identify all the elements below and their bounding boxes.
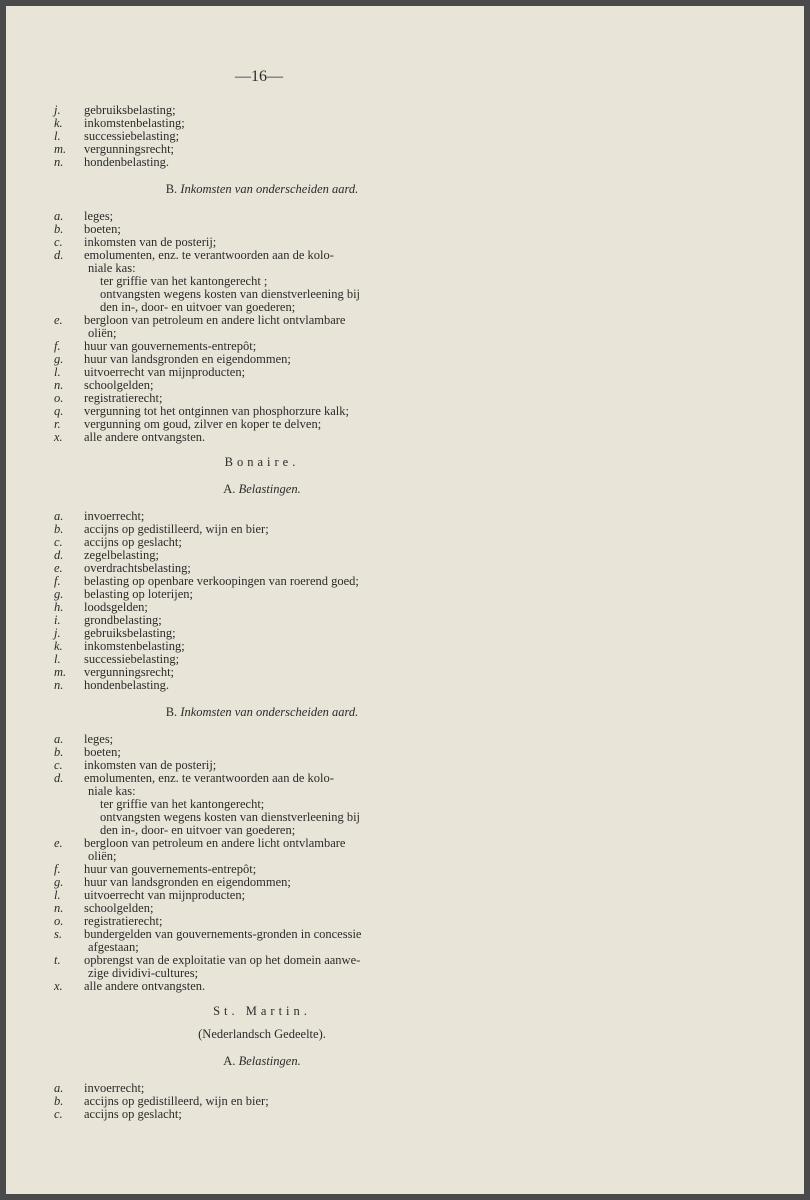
item-label: m.: [54, 142, 67, 156]
item-label: a.: [54, 1081, 64, 1095]
item-label: l.: [54, 888, 61, 902]
item-label: c.: [54, 758, 63, 772]
item-label: q.: [54, 404, 64, 418]
item-label: t.: [54, 953, 61, 967]
item-text: afgestaan;: [88, 940, 139, 954]
item-text: huur van landsgronden en eigendommen;: [84, 352, 291, 366]
item-text: schoolgelden;: [84, 901, 154, 915]
list-item: [54, 1108, 444, 1121]
item-label: l.: [54, 365, 61, 379]
item-text: uitvoerrecht van mijnproducten;: [84, 365, 246, 379]
item-text: emolumenten, enz. te verantwoorden aan de kolo-: [84, 771, 334, 785]
list-item: [54, 980, 444, 993]
item-text: loodsgelden;: [84, 600, 148, 614]
item-text: huur van landsgronden en eigendommen;: [84, 875, 291, 889]
item-label: n.: [54, 155, 64, 169]
item-text: gebruiksbelasting;: [84, 626, 176, 640]
page-content: [54, 104, 444, 1121]
item-text: bergloon van petroleum en andere licht ontvlambare: [84, 836, 346, 850]
item-text: vergunningsrecht;: [84, 665, 175, 679]
item-text: accijns op geslacht;: [84, 535, 182, 549]
item-text: bundergelden van gouvernements-gronden in concessie: [84, 927, 362, 941]
item-text: uitvoerrecht van mijnproducten;: [84, 888, 246, 902]
item-label: c.: [54, 235, 63, 249]
item-text: accijns op geslacht;: [84, 1107, 182, 1121]
item-text: gebruiksbelasting;: [84, 103, 176, 117]
item-text: belasting op openbare verkoopingen van roerend goed;: [84, 574, 359, 588]
item-label: l.: [54, 129, 61, 143]
item-text: den in-, door- en uitvoer van goederen;: [100, 823, 296, 837]
item-text: registratierecht;: [84, 391, 163, 405]
item-text: hondenbelasting.: [84, 155, 170, 169]
item-label: k.: [54, 639, 63, 653]
item-label: a.: [54, 209, 64, 223]
item-label: d.: [54, 548, 64, 562]
section-heading: B. Inkomsten van onderscheiden aard.: [165, 182, 359, 196]
item-label: g.: [54, 875, 64, 889]
item-text: leges;: [84, 732, 114, 746]
item-text: inkomsten van de posterij;: [84, 758, 217, 772]
item-text: bergloon van petroleum en andere licht ontvlambare: [84, 313, 346, 327]
item-label: b.: [54, 745, 64, 759]
item-text: registratierecht;: [84, 914, 163, 928]
item-label: f.: [54, 862, 61, 876]
item-label: i.: [54, 613, 61, 627]
item-text: belasting op loterijen;: [84, 587, 194, 601]
item-text: inkomsten van de posterij;: [84, 235, 217, 249]
item-label: j.: [54, 626, 61, 640]
item-text: vergunning tot het ontginnen van phosphorzure kalk;: [84, 404, 349, 418]
item-label: n.: [54, 678, 64, 692]
item-text: opbrengst van de exploitatie van op het domein aanwe-: [84, 953, 361, 967]
item-text: accijns op gedistilleerd, wijn en bier;: [84, 522, 269, 536]
item-text: vergunning om goud, zilver en koper te delven;: [84, 417, 322, 431]
item-label: h.: [54, 600, 64, 614]
item-text: ontvangsten wegens kosten van dienstverleening bij: [100, 810, 361, 824]
item-text: invoerrecht;: [84, 509, 145, 523]
item-text: huur van gouvernements-entrepôt;: [84, 862, 257, 876]
item-text: huur van gouvernements-entrepôt;: [84, 339, 257, 353]
item-text: oliën;: [88, 849, 117, 863]
item-label: r.: [54, 417, 61, 431]
page-number: —16—: [235, 68, 283, 85]
item-text: alle andere ontvangsten.: [84, 979, 206, 993]
item-label: b.: [54, 222, 64, 236]
item-text: schoolgelden;: [84, 378, 154, 392]
item-label: e.: [54, 313, 63, 327]
item-text: zegelbelasting;: [84, 548, 159, 562]
section-heading: B. Inkomsten van onderscheiden aard.: [165, 705, 359, 719]
item-label: d.: [54, 248, 64, 262]
item-text: hondenbelasting.: [84, 678, 170, 692]
item-label: g.: [54, 352, 64, 366]
item-label: k.: [54, 116, 63, 130]
item-label: b.: [54, 522, 64, 536]
item-text: ter griffie van het kantongerecht ;: [100, 274, 268, 288]
list-item: [54, 679, 444, 692]
item-text: emolumenten, enz. te verantwoorden aan de kolo-: [84, 248, 334, 262]
item-text: den in-, door- en uitvoer van goederen;: [100, 300, 296, 314]
item-text: ontvangsten wegens kosten van dienstverleening bij: [100, 287, 361, 301]
item-label: c.: [54, 1107, 63, 1121]
list-item: [54, 156, 444, 169]
item-label: o.: [54, 914, 64, 928]
item-text: overdrachtsbelasting;: [84, 561, 191, 575]
item-label: n.: [54, 378, 64, 392]
item-text: accijns op gedistilleerd, wijn en bier;: [84, 1094, 269, 1108]
item-label: e.: [54, 561, 63, 575]
location-subheading: (Nederlandsch Gedeelte).: [198, 1027, 326, 1041]
section-heading: A. Belastingen.: [223, 482, 301, 496]
item-text: niale kas:: [88, 784, 136, 798]
item-text: boeten;: [84, 222, 121, 236]
item-label: c.: [54, 535, 63, 549]
item-label: l.: [54, 652, 61, 666]
item-label: g.: [54, 587, 64, 601]
item-text: boeten;: [84, 745, 121, 759]
item-label: x.: [54, 430, 63, 444]
item-label: o.: [54, 391, 64, 405]
location-heading: St. Martin.: [213, 1004, 311, 1018]
item-label: s.: [54, 927, 62, 941]
item-label: f.: [54, 574, 61, 588]
item-label: f.: [54, 339, 61, 353]
item-label: m.: [54, 665, 67, 679]
item-text: ter griffie van het kantongerecht;: [100, 797, 265, 811]
item-label: j.: [54, 103, 61, 117]
item-text: successiebelasting;: [84, 652, 180, 666]
item-text: inkomstenbelasting;: [84, 639, 185, 653]
item-text: successiebelasting;: [84, 129, 180, 143]
item-label: e.: [54, 836, 63, 850]
location-heading: Bonaire.: [224, 455, 300, 469]
list-item: [54, 431, 444, 444]
page-text: [54, 68, 444, 1121]
item-label: d.: [54, 771, 64, 785]
item-text: grondbelasting;: [84, 613, 162, 627]
document-page: [6, 6, 804, 1194]
item-text: invoerrecht;: [84, 1081, 145, 1095]
item-label: b.: [54, 1094, 64, 1108]
item-text: niale kas:: [88, 261, 136, 275]
item-text: zige dividivi-cultures;: [88, 966, 199, 980]
section-heading: A. Belastingen.: [223, 1054, 301, 1068]
item-label: x.: [54, 979, 63, 993]
item-label: n.: [54, 901, 64, 915]
item-text: alle andere ontvangsten.: [84, 430, 206, 444]
item-text: oliën;: [88, 326, 117, 340]
item-text: leges;: [84, 209, 114, 223]
item-text: inkomstenbelasting;: [84, 116, 185, 130]
item-text: vergunningsrecht;: [84, 142, 175, 156]
item-label: a.: [54, 732, 64, 746]
item-label: a.: [54, 509, 64, 523]
